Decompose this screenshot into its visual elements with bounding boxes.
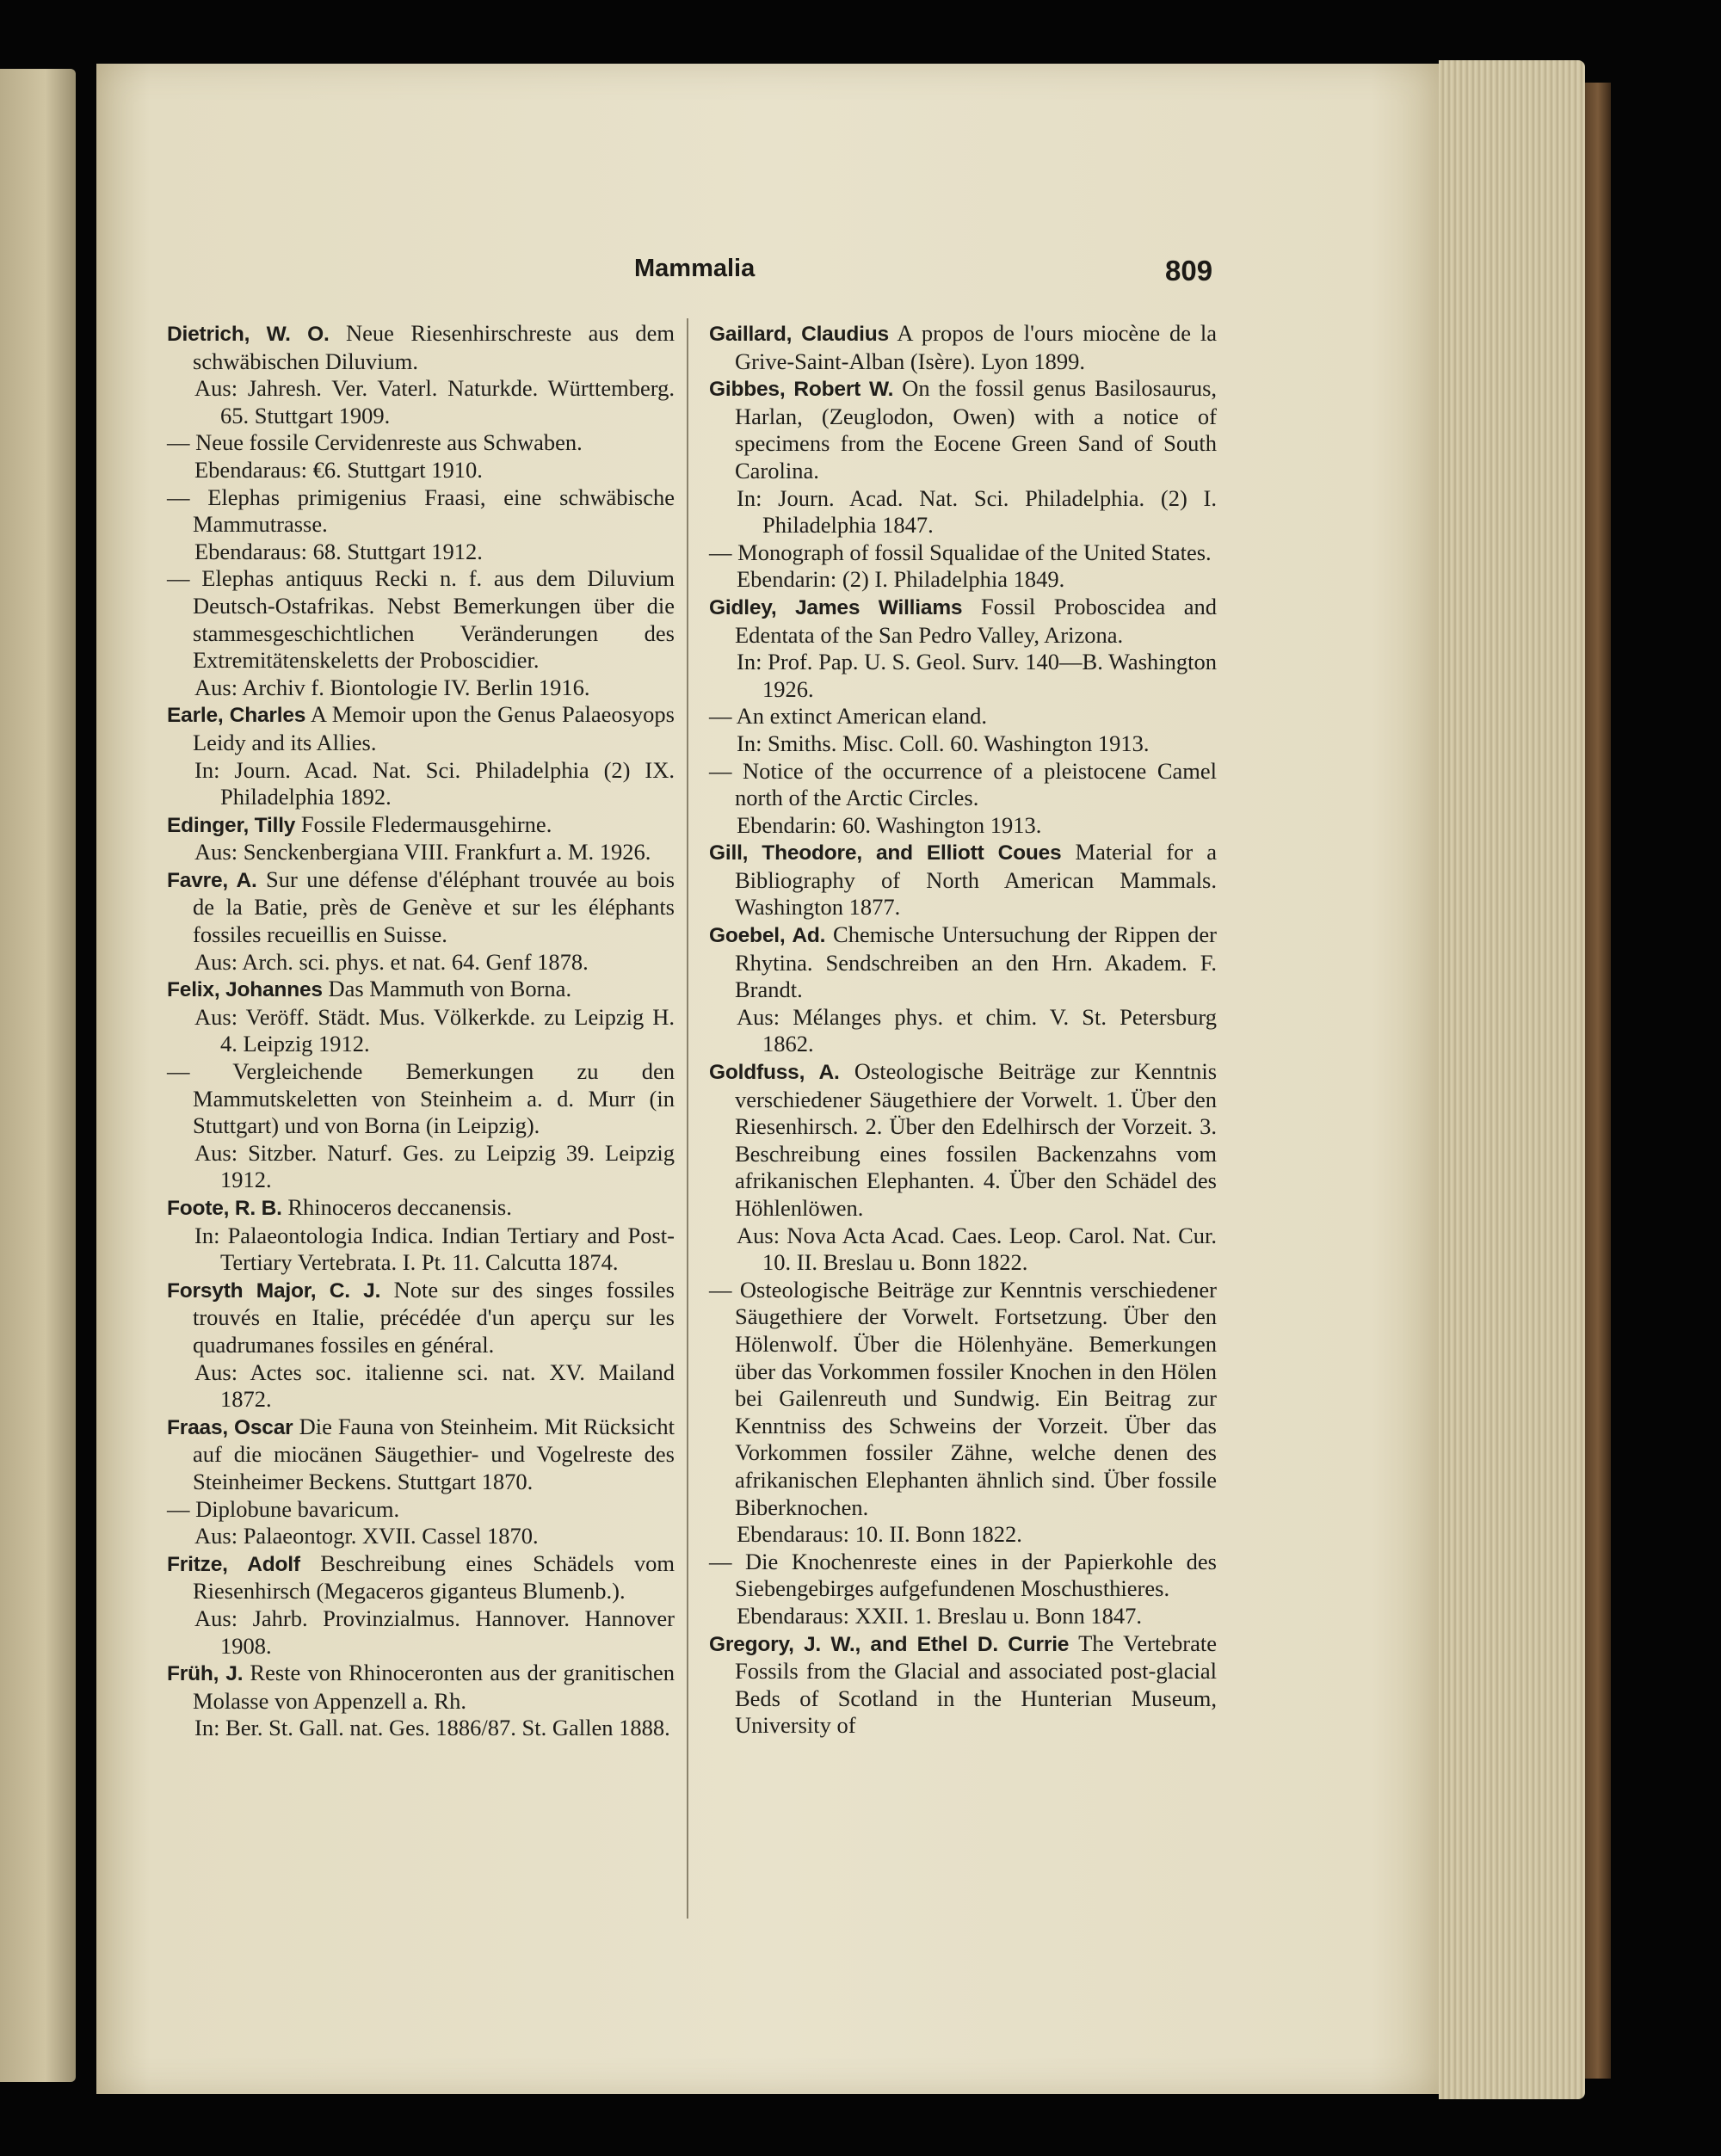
source-line [709,649,1217,703]
source-line [167,1715,675,1742]
entry-text: — Elephas antiquus Recki n. f. aus dem Diluvium Deutsch-Ostafrikas. Nebst Bemerkungen über die stammesgeschichtlichen Veränderungen des Extremitätenskeletts der Proboscidier. [167,565,675,674]
entry-text: — Notice of the occurrence of a pleistocene Camel north of the Arctic Circles. [709,757,1217,811]
bibliography-entry [709,539,1217,567]
entry-text: In: Ber. St. Gall. nat. Ges. 1886/87. St. Gallen 1888. [194,1715,670,1741]
entry-author: Gidley, James Williams [709,595,963,619]
entry-author: Favre, A. [167,868,257,892]
entry-text: Die Fauna von Steinheim. Mit Rücksicht auf die miocänen Säugethier- und Vogelreste des Steinheimer Beckens. Stuttgart 1870. [193,1413,675,1494]
entry-text: Material for a Bibliography of North American Mammals. Washington 1877. [735,839,1217,921]
entry-text: Neue Riesenhirschreste aus dem schwäbischen Diluvium. [193,320,675,374]
source-line [167,539,675,566]
bibliography-entry [167,1277,675,1359]
source-line [167,1359,675,1414]
bibliography-entry [167,811,675,840]
entry-text: — Vergleichende Bemerkungen zu den Mammutskeletten von Steinheim a. d. Murr (in Stuttgart) und von Borna (in Leipzig). [167,1058,675,1139]
left-column [167,320,675,1742]
bibliography-entry [709,703,1217,730]
bibliography-entry [167,320,675,375]
entry-text: Reste von Rhinoceronten aus der granitischen Molasse von Appenzell a. Rh. [193,1660,675,1714]
entry-text: Ebendaraus: €6. Stuttgart 1910. [194,456,483,483]
entry-text: In: Prof. Pap. U. S. Geol. Surv. 140—B. Washington 1926. [737,649,1217,702]
bibliography-entry [167,1496,675,1524]
bibliography-entry [167,701,675,756]
entry-author: Goldfuss, A. [709,1061,840,1085]
entry-text: A propos de l'ours miocène de la Grive-Saint-Alban (Isère). Lyon 1899. [735,320,1217,374]
entry-text: Aus: Actes soc. italienne sci. nat. XV. Mailand 1872. [194,1358,675,1413]
entry-text: Beschreibung eines Schädels vom Riesenhirsch (Megaceros giganteus Blumenb.). [193,1549,675,1605]
entry-author: Felix, Johannes [167,978,323,1002]
source-line [167,757,675,811]
source-line [709,730,1217,758]
entry-text: Rhinoceros deccanensis. [287,1194,512,1220]
entry-text: Fossil Proboscidea and Edentata of the San Pedro Valley, Arizona. [735,593,1217,648]
book-page [96,64,1439,2094]
entry-text: In: Palaeontologia Indica. Indian Tertiary and Post-Tertiary Vertebrata. I. Pt. 11. Calcutta 1874. [194,1222,675,1276]
entry-text: Ebendaraus: 10. II. Bonn 1822. [737,1521,1022,1548]
entry-author: Gaillard, Claudius [709,323,889,346]
source-line [167,675,675,702]
running-head: Mammalia [634,255,756,282]
entry-text: Aus: Sitzber. Naturf. Ges. zu Leipzig 39. Leipzig 1912. [194,1139,675,1193]
entry-text: — Osteologische Beiträge zur Kenntnis verschiedener Säugethiere der Vorwelt. Fortsetzung. Über den Hölenwolf. Über die Hölenhyäne. Bemerkungen über das Vorkommen fossiler Knochen in den Hölen bei Gailenreuth und Sundwig. Ein Beitrag zur Kenntniss des Schweins der Vorzeit. Über das Vorkommen fossiler Zähne, welche denen des afrikanischen Elephanten ähnlich sind. Über fossile Biberknochen. [709,1276,1217,1520]
bibliography-entry [167,1550,675,1605]
bibliography-entry [709,320,1217,375]
source-line [167,1140,675,1194]
source-line [167,949,675,976]
bibliography-entry [709,921,1217,1004]
entry-author: Gibbes, Robert W. [709,378,894,402]
bibliography-entry [709,1549,1217,1603]
source-line [167,839,675,866]
source-line [167,375,675,429]
entry-text: Aus: Arch. sci. phys. et nat. 64. Genf 1878. [194,948,589,975]
entry-text: — An extinct American eland. [709,703,988,730]
entry-text: Fossile Fledermausgehirne. [300,810,552,837]
entry-author: Dietrich, W. O. [167,323,330,346]
bibliography-entry [167,429,675,457]
entry-text: Note sur des singes fossiles trouvés en Italie, précédée d'un aperçu sur les quadrumanes fossiles en général. [193,1276,675,1358]
entry-text: Aus: Nova Acta Acad. Caes. Leop. Carol. Nat. Cur. 10. II. Breslau u. Bonn 1822. [737,1222,1217,1276]
bibliography-entry [709,1058,1217,1223]
entry-text: — Diplobune bavaricum. [167,1495,400,1522]
entry-author: Fritze, Adolf [167,1552,300,1576]
entry-text: Ebendaraus: 68. Stuttgart 1912. [194,538,483,564]
entry-text: Aus: Mélanges phys. et chim. V. St. Petersburg 1862. [737,1003,1217,1057]
page-number: 809 [1165,255,1213,286]
entry-author: Früh, J. [167,1662,244,1686]
entry-text: — Neue fossile Cervidenreste aus Schwaben. [167,429,583,456]
entry-text: — Monograph of fossil Squalidae of the United States. [709,539,1212,565]
entry-text: Chemische Untersuchung der Rippen der Rhytina. Sendschreiben an den Hrn. Akadem. F. Brandt. [735,921,1217,1003]
right-column [709,320,1217,1740]
entry-author: Gill, Theodore, and Elliott Coues [709,841,1062,865]
bibliography-entry [167,565,675,674]
entry-text: In: Journ. Acad. Nat. Sci. Philadelphia (2) IX. Philadelphia 1892. [194,756,675,810]
bibliography-entry [167,976,675,1004]
source-line [167,1605,675,1660]
book-cover-edge [1585,83,1611,2079]
entry-text: Aus: Senckenbergiana VIII. Frankfurt a. M. 1926. [194,839,651,865]
entry-text: Das Mammuth von Borna. [328,976,572,1002]
source-line [167,457,675,484]
entry-text: Aus: Archiv f. Biontologie IV. Berlin 1916. [194,674,590,700]
source-line [167,1523,675,1550]
facing-page-edge [0,69,76,2082]
source-line [709,1223,1217,1277]
entry-text: Ebendarin: 60. Washington 1913. [737,811,1042,838]
entry-text: — Elephas primigenius Fraasi, eine schwäbische Mammutrasse. [167,484,675,538]
entry-author: Fraas, Oscar [167,1415,293,1439]
bibliography-entry [709,758,1217,812]
entry-text: The Vertebrate Fossils from the Glacial and associated post-glacial Beds of Scotland in the Hunterian Museum, University of [735,1629,1217,1739]
bibliography-entry [167,1660,675,1715]
source-line [709,485,1217,539]
entry-text: On the fossil genus Basilosaurus, Harlan, (Zeuglodon, Owen) with a notice of specimens from the Eocene Green Sand of South Carolina. [735,375,1218,484]
entry-text: Sur une défense d'éléphant trouvée au bois de la Batie, près de Genève et sur les éléphants fossiles recueillis en Suisse. [193,865,675,948]
entry-text: Ebendaraus: XXII. 1. Breslau u. Bonn 1847. [737,1602,1143,1629]
source-line [709,1004,1217,1058]
entry-text: Osteologische Beiträge zur Kenntnis verschiedener Säugethiere der Vorwelt. 1. Über den Riesenhirsch. 2. Über den Edelhirsch der Vorzeit. 3. Beschreibung eines fossilen Backenzahns vom afrikanischen Elephanten. 4. Über den Schädel des Höhlenlöwen. [735,1058,1218,1221]
source-line [167,1004,675,1058]
source-line [709,812,1217,840]
entry-text: Aus: Veröff. Städt. Mus. Völkerkde. zu Leipzig H. 4. Leipzig 1912. [194,1003,675,1057]
source-line [709,1603,1217,1630]
entry-author: Gregory, J. W., and Ethel D. Currie [709,1632,1070,1656]
column-divider [687,318,688,1919]
entry-author: Edinger, Tilly [167,813,296,837]
entry-text: Aus: Jahresh. Ver. Vaterl. Naturkde. Württemberg. 65. Stuttgart 1909. [194,375,675,428]
bibliography-entry [709,1630,1217,1740]
bibliography-entry [709,375,1217,484]
page-stack-edge [1439,60,1585,2099]
bibliography-entry [167,484,675,539]
source-line [709,1521,1217,1549]
source-line [709,566,1217,594]
entry-author: Forsyth Major, C. J. [167,1278,381,1303]
entry-text: — Die Knochenreste eines in der Papierkohle des Siebengebirges aufgefundenen Moschusthieres. [709,1548,1217,1602]
bibliography-entry [709,1277,1217,1521]
entry-text: A Memoir upon the Genus Palaeosyops Leidy and its Allies. [193,701,675,755]
entry-author: Goebel, Ad. [709,924,826,948]
entry-text: Ebendarin: (2) I. Philadelphia 1849. [737,566,1065,593]
source-line [167,1223,675,1277]
entry-text: In: Smiths. Misc. Coll. 60. Washington 1913. [737,730,1150,756]
page-header [96,255,1439,298]
bibliography-entry [167,1414,675,1496]
bibliography-entry [167,866,675,949]
bibliography-entry [709,594,1217,649]
entry-text: Aus: Palaeontogr. XVII. Cassel 1870. [194,1523,539,1549]
entry-text: In: Journ. Acad. Nat. Sci. Philadelphia. (2) I. Philadelphia 1847. [737,484,1217,539]
entry-author: Foote, R. B. [167,1197,282,1220]
bibliography-entry [167,1194,675,1223]
entry-text: Aus: Jahrb. Provinzialmus. Hannover. Hannover 1908. [194,1605,675,1659]
entry-author: Earle, Charles [167,704,306,728]
bibliography-entry [709,839,1217,921]
bibliography-entry [167,1058,675,1140]
